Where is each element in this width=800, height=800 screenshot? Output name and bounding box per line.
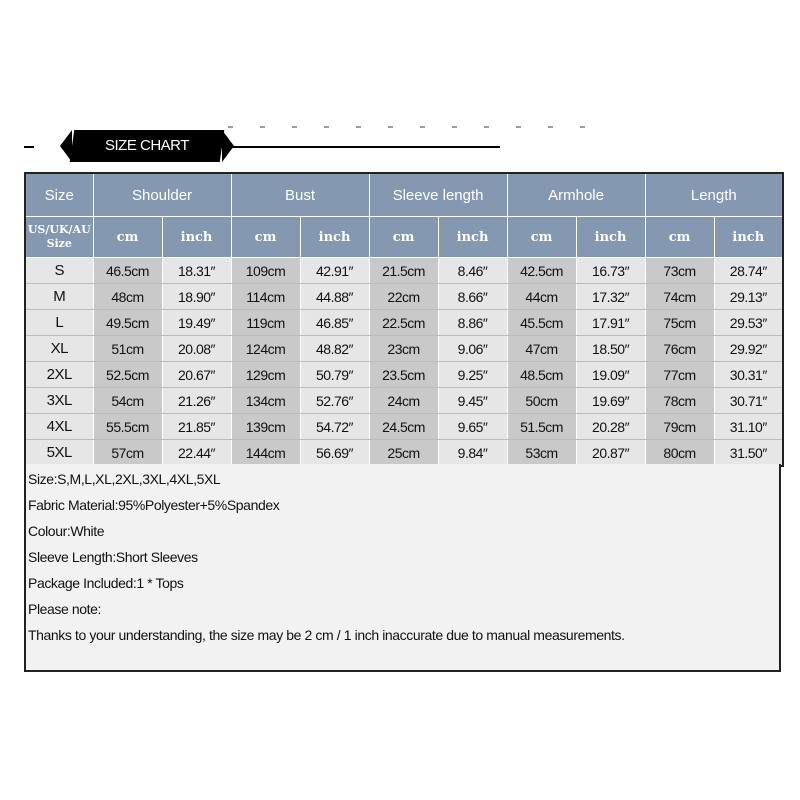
cm-value-cell: 124cm [231,336,300,362]
table-row [25,336,783,362]
cm-value-cell: 25cm [369,440,438,467]
cm-value-cell: 73cm [645,258,714,284]
cm-value-cell: 109cm [231,258,300,284]
unit-inch-header: inch [438,217,507,258]
cm-value-cell: 48cm [93,284,162,310]
inch-value-cell: 30.71″ [714,388,783,414]
cm-value-cell: 45.5cm [507,310,576,336]
unit-inch-header: inch [162,217,231,258]
cm-value-cell: 80cm [645,440,714,467]
cm-value-cell: 44cm [507,284,576,310]
table-row [25,388,783,414]
inch-value-cell: 50.79″ [300,362,369,388]
table-row [25,440,783,467]
inch-value-cell: 22.44″ [162,440,231,467]
product-notes [24,464,781,672]
header-label [70,130,224,162]
cm-value-cell: 119cm [231,310,300,336]
inch-value-cell: 9.06″ [438,336,507,362]
header-dash [24,146,34,148]
group-header-armhole: Armhole [507,173,645,217]
divider-dot [484,126,489,128]
inch-value-cell: 21.85″ [162,414,231,440]
table-row [25,258,783,284]
cm-value-cell: 53cm [507,440,576,467]
size-cell: 4XL [25,414,93,440]
inch-value-cell: 21.26″ [162,388,231,414]
cm-value-cell: 47cm [507,336,576,362]
inch-value-cell: 48.82″ [300,336,369,362]
cm-value-cell: 22cm [369,284,438,310]
inch-value-cell: 20.87″ [576,440,645,467]
inch-value-cell: 9.65″ [438,414,507,440]
cm-value-cell: 54cm [93,388,162,414]
cm-value-cell: 78cm [645,388,714,414]
inch-value-cell: 42.91″ [300,258,369,284]
cm-value-cell: 51.5cm [507,414,576,440]
inch-value-cell: 19.09″ [576,362,645,388]
dotted-divider [0,0,800,10]
cm-value-cell: 129cm [231,362,300,388]
group-header-bust: Bust [231,173,369,217]
inch-value-cell: 20.28″ [576,414,645,440]
size-chart-table [24,172,784,467]
cm-value-cell: 114cm [231,284,300,310]
header-label-text: SIZE CHART [105,137,189,154]
note-line: Please note: [28,601,102,617]
size-cell: XL [25,336,93,362]
note-line: Colour:White [28,523,105,539]
cm-value-cell: 57cm [93,440,162,467]
inch-value-cell: 18.50″ [576,336,645,362]
inch-value-cell: 17.91″ [576,310,645,336]
size-region-label: US/UK/AU Size [25,217,93,258]
group-header-length: Length [645,173,783,217]
unit-inch-header: inch [300,217,369,258]
note-line: Sleeve Length:Short Sleeves [28,549,198,565]
inch-value-cell: 8.46″ [438,258,507,284]
divider-dot [548,126,553,128]
cm-value-cell: 42.5cm [507,258,576,284]
size-cell: 5XL [25,440,93,467]
size-chart-header [24,128,484,166]
cm-value-cell: 50cm [507,388,576,414]
group-header-shoulder: Shoulder [93,173,231,217]
unit-cm-header: cm [369,217,438,258]
inch-value-cell: 29.92″ [714,336,783,362]
inch-value-cell: 54.72″ [300,414,369,440]
size-cell: 3XL [25,388,93,414]
cm-value-cell: 23cm [369,336,438,362]
table-row [25,414,783,440]
size-cell: M [25,284,93,310]
inch-value-cell: 31.10″ [714,414,783,440]
inch-value-cell: 19.49″ [162,310,231,336]
unit-inch-header: inch [714,217,783,258]
inch-value-cell: 19.69″ [576,388,645,414]
cm-value-cell: 75cm [645,310,714,336]
inch-value-cell: 29.53″ [714,310,783,336]
cm-value-cell: 134cm [231,388,300,414]
cm-value-cell: 52.5cm [93,362,162,388]
inch-value-cell: 16.73″ [576,258,645,284]
unit-inch-header: inch [576,217,645,258]
note-line: Thanks to your understanding, the size may be 2 cm / 1 inch inaccurate due to manual measurements. [28,627,625,643]
inch-value-cell: 46.85″ [300,310,369,336]
cm-value-cell: 74cm [645,284,714,310]
inch-value-cell: 8.66″ [438,284,507,310]
table-row [25,284,783,310]
unit-cm-header: cm [231,217,300,258]
inch-value-cell: 44.88″ [300,284,369,310]
cm-value-cell: 79cm [645,414,714,440]
inch-value-cell: 18.31″ [162,258,231,284]
cm-value-cell: 48.5cm [507,362,576,388]
size-cell: L [25,310,93,336]
cm-value-cell: 49.5cm [93,310,162,336]
inch-value-cell: 28.74″ [714,258,783,284]
divider-dot [516,126,521,128]
inch-value-cell: 17.32″ [576,284,645,310]
inch-value-cell: 20.08″ [162,336,231,362]
size-cell: 2XL [25,362,93,388]
divider-dot [580,126,585,128]
group-header-sleeve-length: Sleeve length [369,173,507,217]
unit-cm-header: cm [507,217,576,258]
note-line: Fabric Material:95%Polyester+5%Spandex [28,497,280,513]
inch-value-cell: 56.69″ [300,440,369,467]
unit-cm-header: cm [645,217,714,258]
inch-value-cell: 20.67″ [162,362,231,388]
inch-value-cell: 52.76″ [300,388,369,414]
cm-value-cell: 77cm [645,362,714,388]
inch-value-cell: 9.25″ [438,362,507,388]
table-row [25,362,783,388]
inch-value-cell: 29.13″ [714,284,783,310]
cm-value-cell: 22.5cm [369,310,438,336]
inch-value-cell: 8.86″ [438,310,507,336]
header-label-right-point [222,130,234,162]
cm-value-cell: 76cm [645,336,714,362]
inch-value-cell: 18.90″ [162,284,231,310]
cm-value-cell: 21.5cm [369,258,438,284]
size-column-header: Size [25,173,93,217]
inch-value-cell: 31.50″ [714,440,783,467]
cm-value-cell: 24.5cm [369,414,438,440]
cm-value-cell: 139cm [231,414,300,440]
unit-cm-header: cm [93,217,162,258]
cm-value-cell: 55.5cm [93,414,162,440]
cm-value-cell: 51cm [93,336,162,362]
table-group-header-row [25,173,783,217]
cm-value-cell: 23.5cm [369,362,438,388]
table-unit-header-row [25,217,783,258]
inch-value-cell: 30.31″ [714,362,783,388]
inch-value-cell: 9.84″ [438,440,507,467]
table-row [25,310,783,336]
header-rule [210,146,500,148]
cm-value-cell: 144cm [231,440,300,467]
cm-value-cell: 46.5cm [93,258,162,284]
note-line: Package Included:1 * Tops [28,575,184,591]
size-cell: S [25,258,93,284]
note-line: Size:S,M,L,XL,2XL,3XL,4XL,5XL [28,471,221,487]
inch-value-cell: 9.45″ [438,388,507,414]
cm-value-cell: 24cm [369,388,438,414]
